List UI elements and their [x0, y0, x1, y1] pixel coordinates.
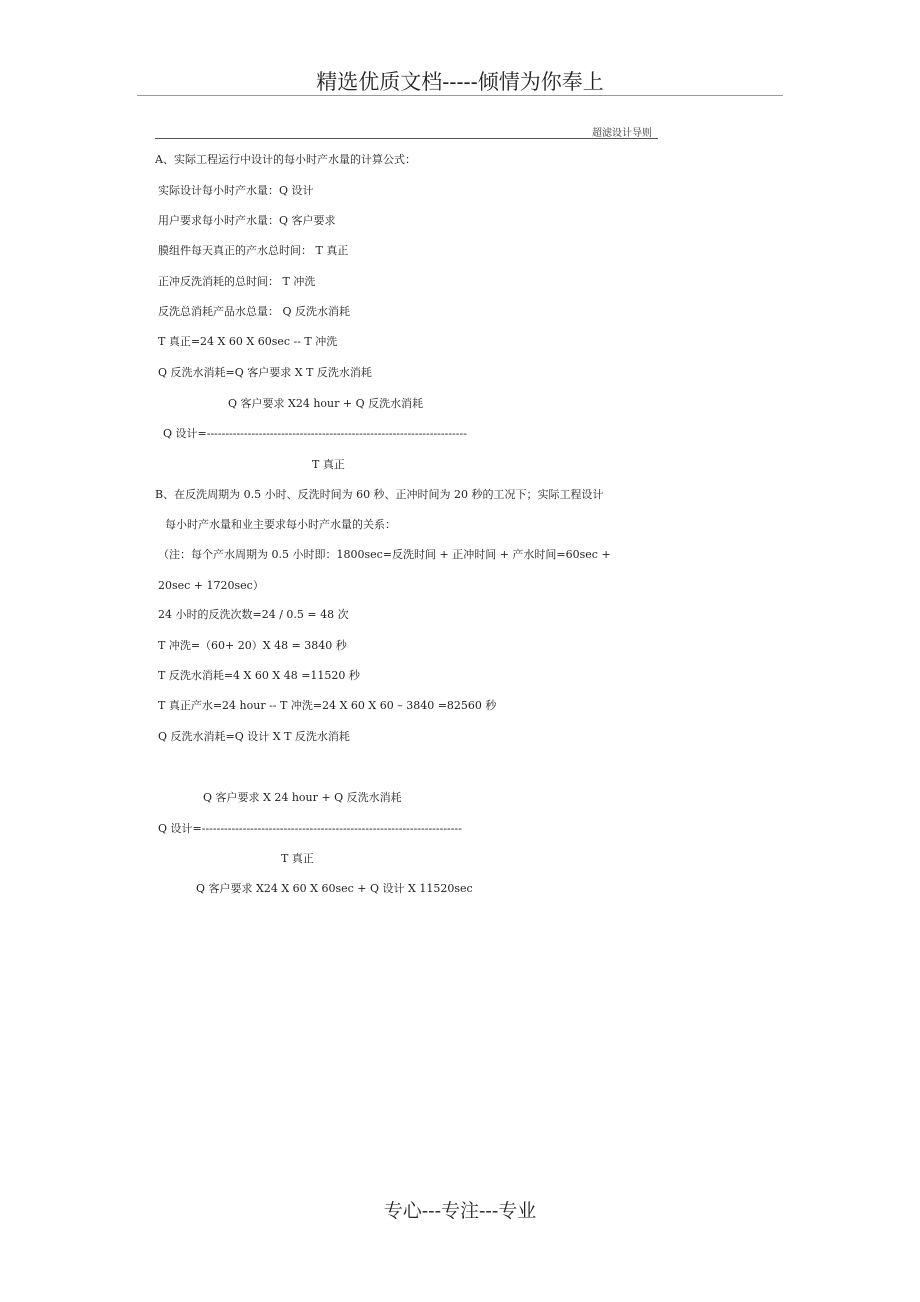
- document-rule: [155, 138, 658, 139]
- body-line: 用户要求每小时产水量：Q 客户要求: [158, 214, 336, 227]
- body-line: T 真正产水=24 hour -- T 冲洗=24 X 60 X 60 – 3840 =82560 秒: [158, 699, 497, 712]
- body-line: 20sec + 1720sec）: [158, 579, 264, 592]
- body-line: B、在反洗周期为 0.5 小时、反洗时间为 60 秒、正冲时间为 20 秒的工况下；实际工程设计: [155, 488, 604, 501]
- body-line: 每小时产水量和业主要求每小时产水量的关系：: [165, 518, 396, 531]
- body-line: 膜组件每天真正的产水总时间： T 真正: [158, 244, 349, 257]
- page-footer: 专心---专注---专业: [383, 1200, 537, 1222]
- body-line: A、实际工程运行中设计的每小时产水量的计算公式：: [155, 153, 416, 166]
- body-line: T 真正=24 X 60 X 60sec -- T 冲洗: [158, 335, 338, 348]
- formula-numerator: Q 客户要求 X 24 hour + Q 反洗水消耗: [203, 791, 402, 804]
- header-divider: [137, 95, 783, 96]
- body-line: 24 小时的反洗次数=24 / 0.5 = 48 次: [158, 608, 349, 621]
- formula-fraction-line: Q 设计=----------------------------------------------------------------------: [158, 822, 462, 835]
- body-line: 反洗总消耗产品水总量： Q 反洗水消耗: [158, 305, 351, 318]
- body-line: （注：每个产水周期为 0.5 小时即：1800sec=反洗时间 + 正冲时间 + 产水时间=60sec +: [158, 548, 611, 561]
- formula-line: Q 客户要求 X24 X 60 X 60sec + Q 设计 X 11520sec: [196, 882, 473, 895]
- formula-denominator: T 真正: [312, 458, 345, 471]
- formula-numerator: Q 客户要求 X24 hour + Q 反洗水消耗: [228, 397, 424, 410]
- formula-fraction-line: Q 设计=----------------------------------------------------------------------: [163, 427, 467, 440]
- body-line: 实际设计每小时产水量：Q 设计: [158, 184, 314, 197]
- body-line: Q 反洗水消耗=Q 客户要求 X T 反洗水消耗: [158, 366, 372, 379]
- page-header: 精选优质文档-----倾情为你奉上: [316, 70, 604, 94]
- body-line: Q 反洗水消耗=Q 设计 X T 反洗水消耗: [158, 730, 350, 743]
- document-tag: 超滤设计导则: [592, 128, 652, 139]
- body-line: T 反洗水消耗=4 X 60 X 48 =11520 秒: [158, 669, 360, 682]
- body-line: 正冲反洗消耗的总时间： T 冲洗: [158, 275, 316, 288]
- body-line: T 冲洗=（60+ 20）X 48 = 3840 秒: [158, 639, 347, 652]
- formula-denominator: T 真正: [281, 852, 314, 865]
